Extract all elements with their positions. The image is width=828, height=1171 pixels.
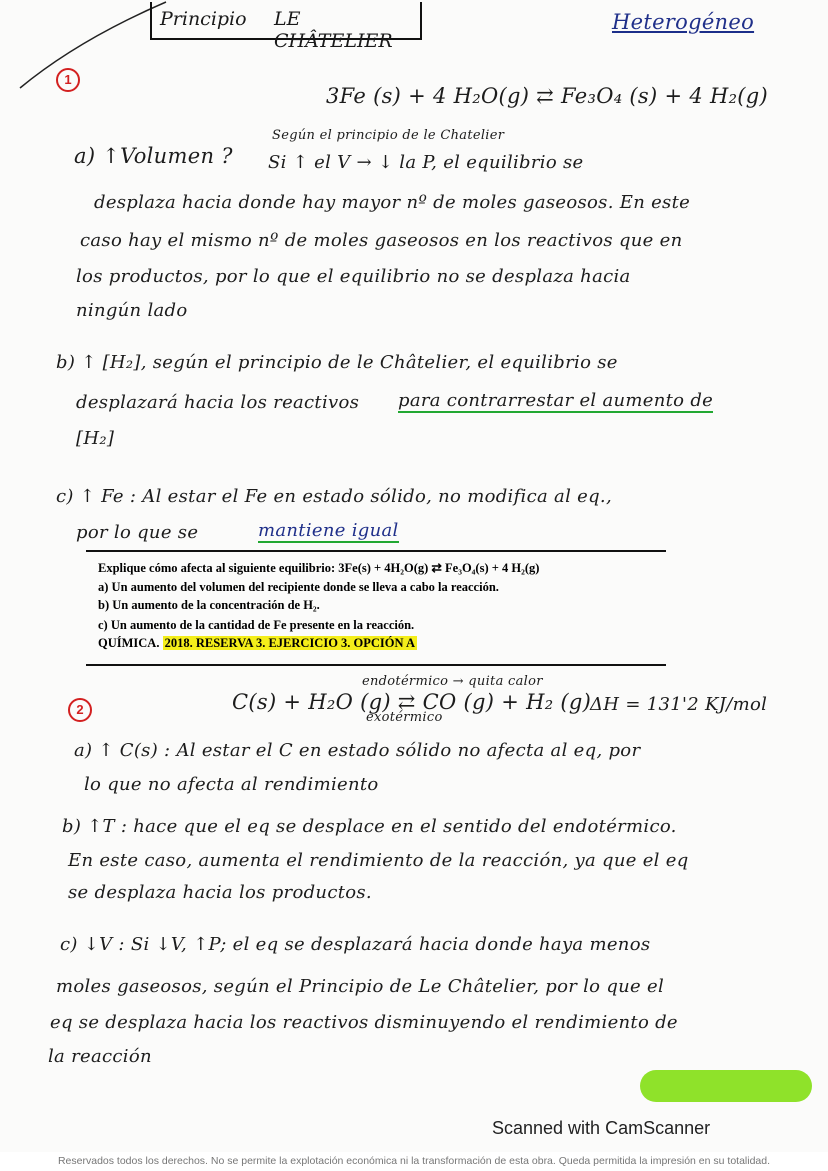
exercise-2-number: 2	[68, 698, 92, 722]
ex1-a-label: a) ↑Volumen ?	[74, 144, 233, 168]
ex1-b-line: desplazará hacia los reactivos	[76, 392, 360, 413]
ex2-a-line: a) ↑ C(s) : Al estar el C en estado sólido no afecta al eq, por	[74, 740, 641, 761]
ex2-c-line: la reacción	[48, 1046, 152, 1067]
scanner-watermark: Scanned with CamScanner	[492, 1118, 711, 1138]
ex1-a-line: los productos, por lo que el equilibrio no se desplaza hacia	[76, 266, 631, 287]
ex2-c-line: moles gaseosos, según el Principio de Le Châtelier, por lo que el	[56, 976, 665, 997]
ex2-reaction: C(s) + H₂O (g) ⇄ CO (g) + H₂ (g)	[232, 690, 592, 714]
ex2-a-line: lo que no afecta al rendimiento	[84, 774, 379, 795]
ex2-exo-label: exotérmico	[366, 710, 443, 725]
ex2-c-line: eq se desplaza hacia los reactivos disminuyendo el rendimiento de	[50, 1012, 678, 1033]
printed-statement	[86, 550, 666, 666]
printed-item-c: c) Un aumento de la cantidad de Fe presente en la reacción.	[98, 618, 415, 632]
printed-question: Explique cómo afecta al siguiente equilibrio: 3Fe(s) + 4H₂O(g) ⇄ Fe₃O₄(s) + 4 H₂(g)	[98, 561, 540, 575]
printed-source-highlight: 2018. RESERVA 3. EJERCICIO 3. OPCIÓN A	[164, 636, 416, 650]
green-marker-blob	[640, 1070, 812, 1102]
ex1-a-line: ningún lado	[76, 300, 188, 321]
printed-item-b: b) Un aumento de la concentración de H₂.	[98, 598, 320, 612]
copyright-footer: Reservados todos los derechos. No se permite la explotación económica ni la transformación de esta obra. Queda permitida la impresión en su totalidad.	[0, 1152, 828, 1171]
title-principio: Principio	[160, 8, 247, 30]
ex2-b-line: se desplaza hacia los productos.	[68, 882, 372, 903]
printed-source-prefix: QUÍMICA.	[98, 636, 160, 650]
exercise-1-number: 1	[56, 68, 80, 92]
ex1-a-line: caso hay el mismo nº de moles gaseosos en los reactivos que en	[80, 230, 683, 251]
ex1-note: Según el principio de le Chatelier	[272, 128, 505, 143]
ex1-a-line: Si ↑ el V → ↓ la P, el equilibrio se	[268, 152, 584, 173]
ex2-enthalpy: ΔH = 131'2 KJ/mol	[590, 694, 768, 715]
ex1-b-line: b) ↑ [H₂], según el principio de le Châtelier, el equilibrio se	[56, 352, 618, 373]
ex1-b-underlined: para contrarrestar el aumento de	[398, 390, 714, 411]
ex1-b-line: [H₂]	[76, 428, 115, 449]
title-box	[150, 2, 422, 52]
ex1-reaction: 3Fe (s) + 4 H₂O(g) ⇄ Fe₃O₄ (s) + 4 H₂(g)	[326, 84, 769, 108]
ex1-c-highlighted: mantiene igual	[258, 520, 399, 541]
ex2-b-line: b) ↑T : hace que el eq se desplace en el sentido del endotérmico.	[62, 816, 677, 837]
ex2-endo-label: endotérmico → quita calor	[362, 674, 543, 689]
printed-source	[98, 636, 417, 651]
corner-fold-line	[18, 0, 168, 90]
type-heterogeneo: Heterogéneo	[612, 10, 755, 34]
printed-item-a: a) Un aumento del volumen del recipiente donde se lleva a cabo la reacción.	[98, 580, 499, 594]
title-chatelier: LE CHÂTELIER	[274, 8, 393, 52]
ex1-c-line: c) ↑ Fe : Al estar el Fe en estado sólido, no modifica al eq.,	[56, 486, 612, 507]
ex2-c-line: c) ↓V : Si ↓V, ↑P; el eq se desplazará hacia donde haya menos	[60, 934, 651, 955]
ex1-c-line: por lo que se	[76, 522, 199, 543]
ex2-b-line: En este caso, aumenta el rendimiento de la reacción, ya que el eq	[68, 850, 689, 871]
ex1-a-line: desplaza hacia donde hay mayor nº de moles gaseosos. En este	[94, 192, 691, 213]
